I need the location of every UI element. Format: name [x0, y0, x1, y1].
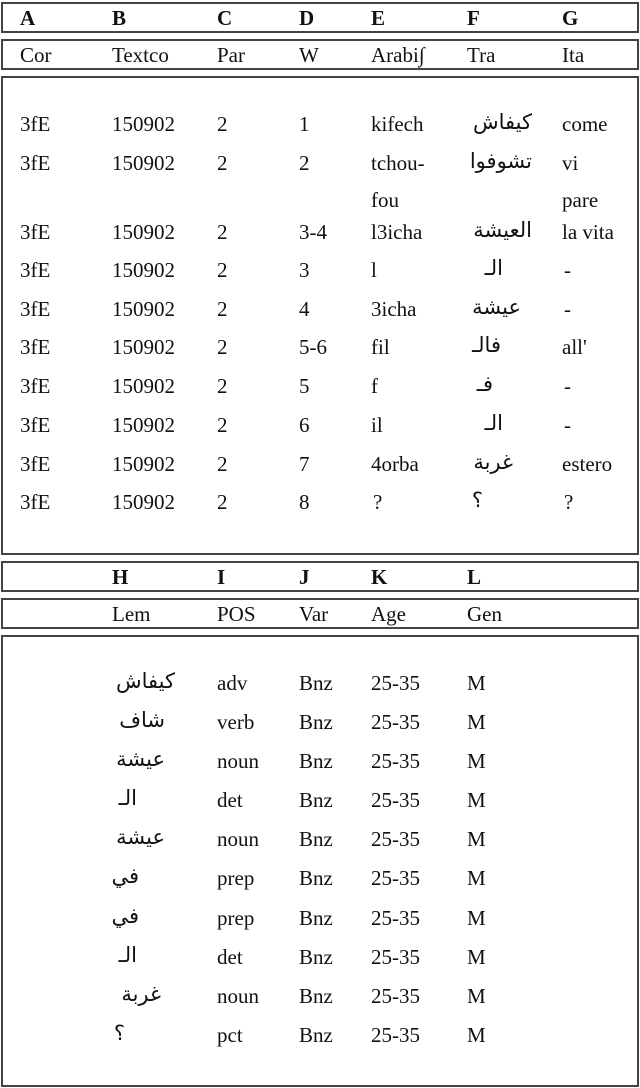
header-pos: POS: [217, 602, 256, 626]
arabizi-cell: l3icha: [371, 220, 423, 244]
pos-cell: pct: [217, 1023, 243, 1047]
transliteration-cell: كيفاش: [473, 110, 532, 134]
text-code-cell: 150902: [112, 112, 175, 136]
paragraph-cell: 2: [217, 297, 228, 321]
header-paragraph: Par: [217, 43, 245, 67]
variety-cell: Bnz: [299, 710, 333, 734]
variety-cell: Bnz: [299, 788, 333, 812]
variety-cell: Bnz: [299, 749, 333, 773]
text-code-cell: 150902: [112, 452, 175, 476]
lemma-cell: الـ: [118, 786, 137, 810]
header-corpus: Cor: [20, 43, 52, 67]
text-code-cell: 150902: [112, 151, 175, 175]
gender-cell: M: [467, 866, 486, 890]
col-letter-g: G: [562, 6, 579, 30]
age-cell: 25-35: [371, 710, 420, 734]
col-letter-e: E: [371, 6, 386, 30]
header-word: W: [299, 43, 319, 67]
lemma-cell: كيفاش: [116, 669, 175, 693]
age-cell: 25-35: [371, 749, 420, 773]
variety-cell: Bnz: [299, 827, 333, 851]
arabizi-cell: l: [371, 258, 377, 282]
gender-cell: M: [467, 906, 486, 930]
italian-cell: -: [564, 297, 571, 321]
word-cell: 3: [299, 258, 310, 282]
age-cell: 25-35: [371, 827, 420, 851]
header-gender: Gen: [467, 602, 502, 626]
pos-cell: prep: [217, 906, 255, 930]
transliteration-cell: الـ: [484, 256, 503, 280]
paragraph-cell: 2: [217, 151, 228, 175]
corpus-cell: 3fE: [20, 151, 51, 175]
corpus-cell: 3fE: [20, 374, 51, 398]
word-cell: 1: [299, 112, 310, 136]
age-cell: 25-35: [371, 788, 420, 812]
paragraph-cell: 2: [217, 112, 228, 136]
italian-cell: all': [562, 335, 587, 359]
transliteration-cell: العيشة: [473, 218, 532, 242]
arabizi-cell: ?: [373, 490, 383, 514]
paragraph-cell: 2: [217, 258, 228, 282]
corpus-cell: 3fE: [20, 297, 51, 321]
pos-cell: noun: [217, 984, 259, 1008]
paragraph-cell: 2: [217, 452, 228, 476]
arabizi-cell: 4orba: [371, 452, 419, 476]
italian-cell: estero: [562, 452, 613, 476]
bottom-body-box: [1, 635, 639, 1087]
pos-cell: prep: [217, 866, 255, 890]
variety-cell: Bnz: [299, 1023, 333, 1047]
variety-cell: Bnz: [299, 671, 333, 695]
gender-cell: M: [467, 984, 486, 1008]
variety-cell: Bnz: [299, 866, 333, 890]
word-cell: 5-6: [299, 335, 327, 359]
lemma-cell: في: [111, 864, 139, 888]
age-cell: 25-35: [371, 984, 420, 1008]
paragraph-cell: 2: [217, 220, 228, 244]
pos-cell: adv: [217, 671, 248, 695]
col-letter-c: C: [217, 6, 233, 30]
paragraph-cell: 2: [217, 374, 228, 398]
corpus-cell: 3fE: [20, 258, 51, 282]
arabizi-cell: 3icha: [371, 297, 417, 321]
col-letter-b: B: [112, 6, 127, 30]
header-transliteration: Tra: [467, 43, 496, 67]
gender-cell: M: [467, 671, 486, 695]
arabizi-cell: il: [371, 413, 383, 437]
corpus-cell: 3fE: [20, 490, 51, 514]
corpus-cell: 3fE: [20, 220, 51, 244]
text-code-cell: 150902: [112, 297, 175, 321]
lemma-cell: غربة: [121, 982, 161, 1006]
gender-cell: M: [467, 710, 486, 734]
arabizi-cell: fil: [371, 335, 390, 359]
col-letter-i: I: [217, 565, 226, 589]
header-lemma: Lem: [112, 602, 151, 626]
paragraph-cell: 2: [217, 413, 228, 437]
transliteration-cell: الـ: [484, 411, 503, 435]
top-headers-box: [1, 39, 639, 70]
italian-cell: ?: [564, 490, 574, 514]
top-body-box: [1, 76, 639, 555]
transliteration-cell: فـ: [476, 372, 493, 396]
pos-cell: verb: [217, 710, 255, 734]
lemma-cell: الـ: [118, 943, 137, 967]
bottom-letters-box: [1, 561, 639, 592]
text-code-cell: 150902: [112, 258, 175, 282]
paragraph-cell: 2: [217, 335, 228, 359]
col-letter-k: K: [371, 565, 388, 589]
italian-cell: -: [564, 413, 571, 437]
age-cell: 25-35: [371, 906, 420, 930]
gender-cell: M: [467, 1023, 486, 1047]
text-code-cell: 150902: [112, 335, 175, 359]
lemma-cell: عيشة: [116, 747, 165, 771]
header-text-code: Textco: [112, 43, 169, 67]
italian-cell-continuation: pare: [562, 188, 599, 212]
bottom-headers-box: [1, 598, 639, 629]
gender-cell: M: [467, 749, 486, 773]
col-letter-l: L: [467, 565, 482, 589]
age-cell: 25-35: [371, 671, 420, 695]
lemma-cell: عيشة: [116, 825, 165, 849]
transliteration-cell: عيشة: [472, 295, 521, 319]
gender-cell: M: [467, 945, 486, 969]
header-age: Age: [371, 602, 406, 626]
text-code-cell: 150902: [112, 220, 175, 244]
corpus-cell: 3fE: [20, 452, 51, 476]
header-variety: Var: [299, 602, 329, 626]
text-code-cell: 150902: [112, 374, 175, 398]
variety-cell: Bnz: [299, 906, 333, 930]
gender-cell: M: [467, 827, 486, 851]
variety-cell: Bnz: [299, 984, 333, 1008]
paragraph-cell: 2: [217, 490, 228, 514]
lemma-cell: ؟: [113, 1021, 125, 1045]
italian-cell: -: [564, 258, 571, 282]
italian-cell: la vita: [562, 220, 614, 244]
age-cell: 25-35: [371, 945, 420, 969]
italian-cell: -: [564, 374, 571, 398]
col-letter-j: J: [299, 565, 310, 589]
pos-cell: det: [217, 945, 243, 969]
pos-cell: noun: [217, 827, 259, 851]
arabizi-cell: f: [371, 374, 378, 398]
arabizi-cell: tchou-: [371, 151, 425, 175]
word-cell: 4: [299, 297, 310, 321]
corpus-cell: 3fE: [20, 112, 51, 136]
italian-cell: vi: [562, 151, 579, 175]
lemma-cell: شاف: [119, 708, 165, 732]
text-code-cell: 150902: [112, 413, 175, 437]
word-cell: 5: [299, 374, 310, 398]
word-cell: 8: [299, 490, 310, 514]
word-cell: 7: [299, 452, 310, 476]
transliteration-cell: ؟: [471, 488, 483, 512]
col-letter-f: F: [467, 6, 480, 30]
arabizi-cell-continuation: fou: [371, 188, 399, 212]
text-code-cell: 150902: [112, 490, 175, 514]
italian-cell: come: [562, 112, 608, 136]
col-letter-h: H: [112, 565, 129, 589]
age-cell: 25-35: [371, 1023, 420, 1047]
pos-cell: det: [217, 788, 243, 812]
pos-cell: noun: [217, 749, 259, 773]
gender-cell: M: [467, 788, 486, 812]
word-cell: 3-4: [299, 220, 327, 244]
header-italian: Ita: [562, 43, 585, 67]
word-cell: 2: [299, 151, 310, 175]
variety-cell: Bnz: [299, 945, 333, 969]
header-arabizi: Arabi∫: [371, 43, 425, 67]
transliteration-cell: غربة: [473, 450, 513, 474]
lemma-cell: في: [111, 904, 139, 928]
transliteration-cell: تشوفوا: [469, 149, 532, 173]
corpus-cell: 3fE: [20, 413, 51, 437]
top-letters-box: [1, 2, 639, 33]
age-cell: 25-35: [371, 866, 420, 890]
col-letter-a: A: [20, 6, 36, 30]
word-cell: 6: [299, 413, 310, 437]
transliteration-cell: فالـ: [472, 333, 501, 357]
corpus-cell: 3fE: [20, 335, 51, 359]
arabizi-cell: kifech: [371, 112, 424, 136]
col-letter-d: D: [299, 6, 315, 30]
